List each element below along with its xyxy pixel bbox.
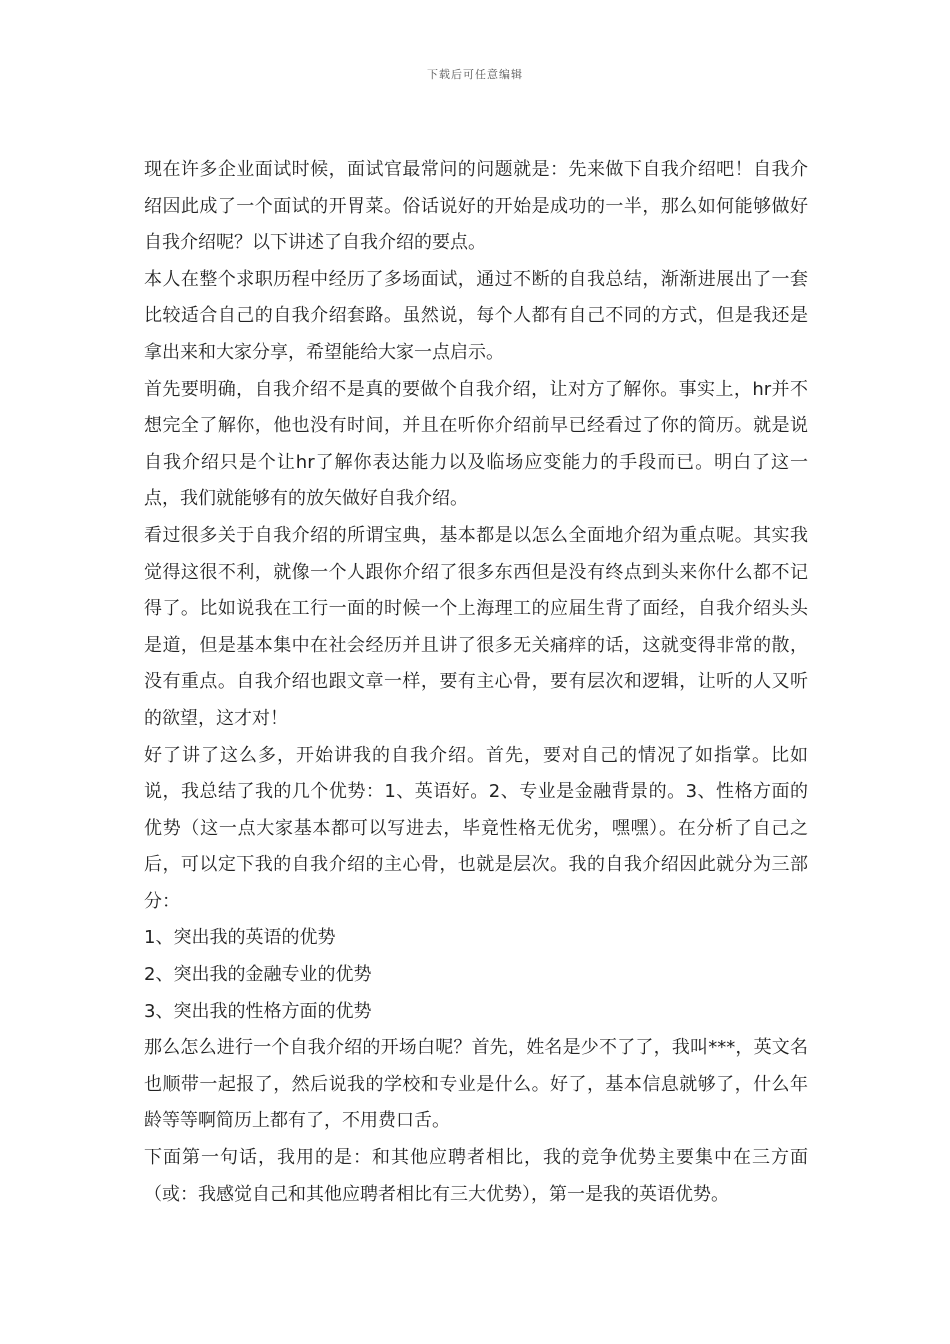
paragraph-purpose: 首先要明确，自我介绍不是真的要做个自我介绍，让对方了解你。事实上，hr并不想完全了解你，他也没有时间，并且在听你介绍前早已经看过了你的简历。就是说自我介绍只是个让hr了解你表达能力以及临场应变能力的手段而已。明白了这一点，我们就能够有的放矢做好自我介绍。: [144, 378, 808, 510]
paragraph-common-mistakes: 看过很多关于自我介绍的所谓宝典，基本都是以怎么全面地介绍为重点呢。其实我觉得这很不利，就像一个人跟你介绍了很多东西但是没有终点到头来你什么都不记得了。比如说我在工行一面的时候一个上海理工的应届生背了面经，自我介绍头头是道，但是基本集中在社会经历并且讲了很多无关痛痒的话，这就变得非常的散，没有重点。自我介绍也跟文章一样，要有主心骨，要有层次和逻辑，让听的人又听的欲望，这才对！: [144, 524, 808, 729]
page-header: 下载后可任意编辑: [427, 68, 523, 81]
paragraph-self-analysis: 好了讲了这么多，开始讲我的自我介绍。首先，要对自己的情况了如指掌。比如说，我总结了我的几个优势：1、英语好。2、专业是金融背景的。3、性格方面的优势（这一点大家基本都可以写进去，毕竟性格无优劣，嘿嘿）。在分析了自己之后，可以定下我的自我介绍的主心骨，也就是层次。我的自我介绍因此就分为三部分：: [144, 744, 808, 912]
document-body: [144, 152, 808, 1213]
list-item-finance: 2、突出我的金融专业的优势: [144, 964, 372, 986]
paragraph-intro: 现在许多企业面试时候，面试官最常问的问题就是：先来做下自我介绍吧！自我介绍因此成了一个面试的开胃菜。俗话说好的开始是成功的一半，那么如何能够做好自我介绍呢？以下讲述了自我介绍的要点。: [144, 159, 808, 254]
list-item-english: 1、突出我的英语的优势: [144, 927, 336, 949]
paragraph-experience: 本人在整个求职历程中经历了多场面试，通过不断的自我总结，渐渐进展出了一套比较适合自己的自我介绍套路。虽然说，每个人都有自己不同的方式，但是我还是拿出来和大家分享，希望能给大家一点启示。: [144, 268, 808, 363]
list-item-personality: 3、突出我的性格方面的优势: [144, 1000, 372, 1022]
paragraph-first-sentence: 下面第一句话，我用的是：和其他应聘者相比，我的竞争优势主要集中在三方面（或：我感觉自己和其他应聘者相比有三大优势），第一是我的英语优势。: [144, 1147, 808, 1205]
paragraph-opening: 那么怎么进行一个自我介绍的开场白呢？首先，姓名是少不了了，我叫***，英文名也顺带一起报了，然后说我的学校和专业是什么。好了，基本信息就够了，什么年龄等等啊简历上都有了，不用费口舌。: [144, 1037, 808, 1132]
